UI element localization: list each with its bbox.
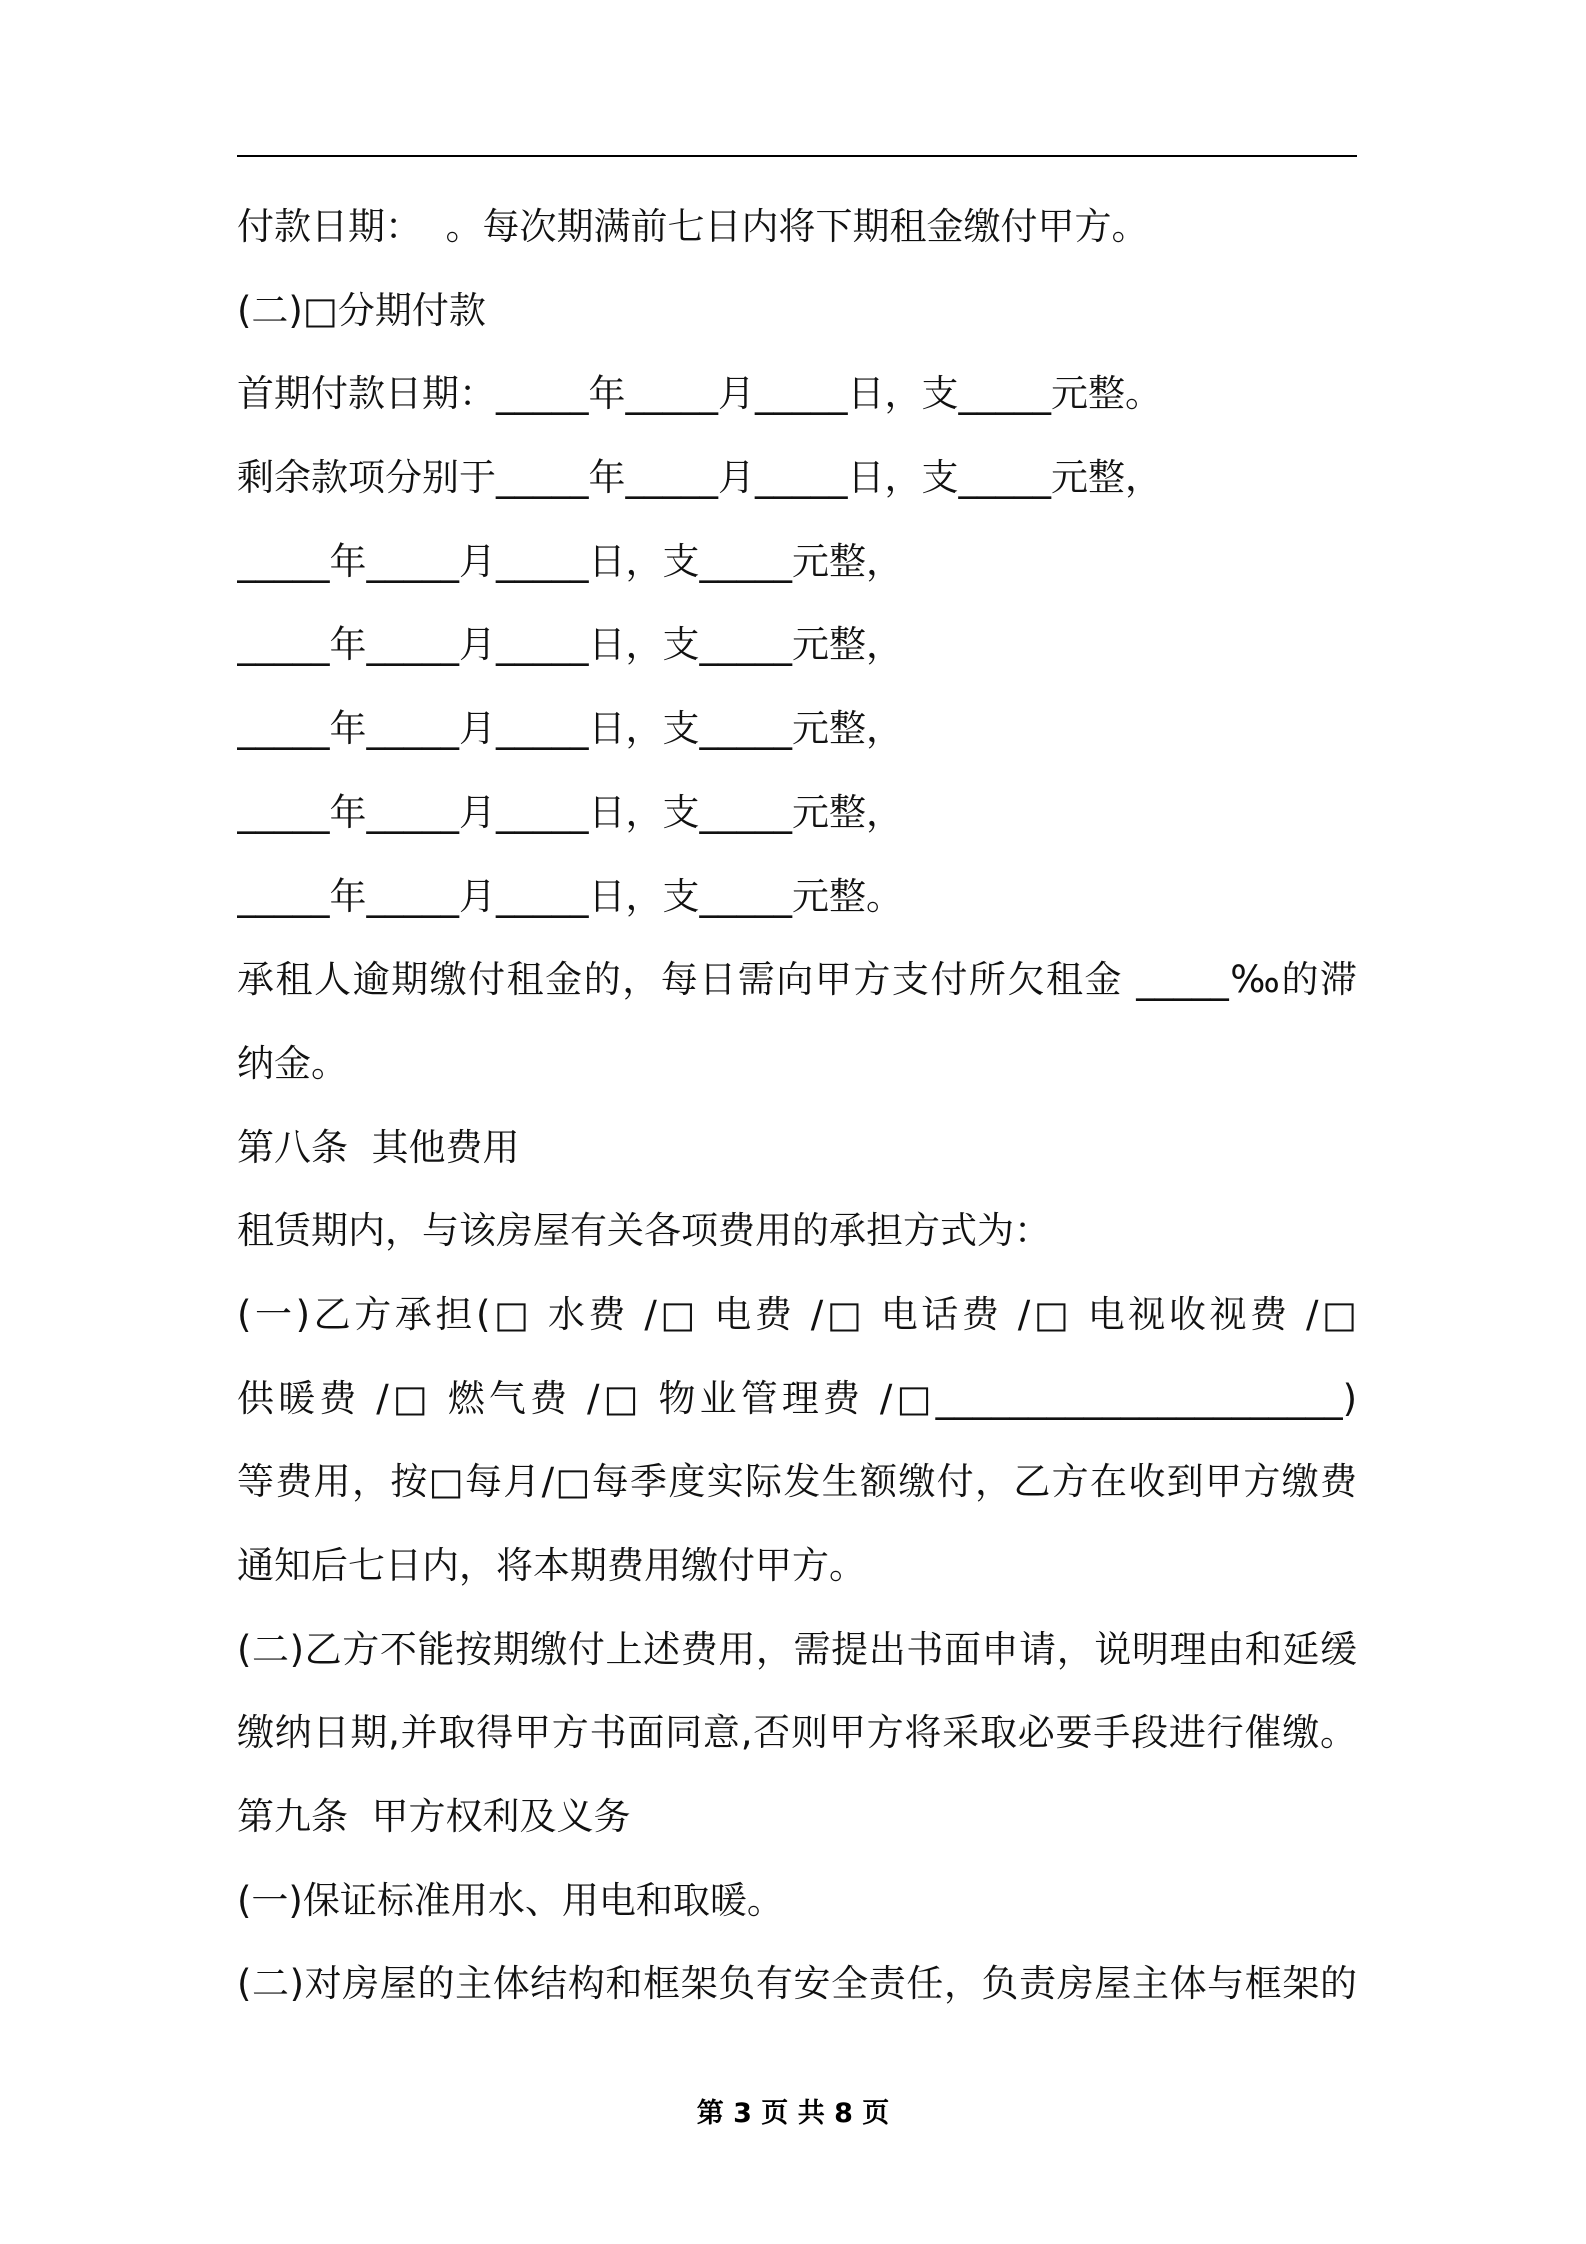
text-line: _____年_____月_____日，支_____元整，: [237, 623, 903, 667]
text-line: 通知后七日内，将本期费用缴付甲方。: [237, 1544, 866, 1587]
text-line: 付款日期： 。每次期满前七日内将下期租金缴付甲方。: [237, 205, 1149, 248]
text-line: _____年_____月_____日，支_____元整。: [237, 874, 903, 918]
text-line: _____年_____月_____日，支_____元整，: [237, 707, 903, 751]
text-line: 承租人逾期缴付租金的，每日需向甲方支付所欠租金 _____‰的滞: [237, 958, 1357, 1002]
text-line: 纳金。: [237, 1041, 348, 1085]
section-heading: 第九条 甲方权利及义务: [237, 1795, 631, 1839]
document-body: [237, 185, 1357, 2026]
text-line: 缴纳日期,并取得甲方书面同意,否则甲方将采取必要手段进行催缴。: [237, 1711, 1357, 1755]
text-line: 供暖费 /□ 燃气费 /□ 物业管理费 /□______________________): [237, 1376, 1357, 1420]
text-line: 剩余款项分别于_____年_____月_____日，支_____元整，: [237, 456, 1162, 500]
text-line: (二)乙方不能按期缴付上述费用，需提出书面申请，说明理由和延缓: [237, 1627, 1357, 1671]
text-line: 租赁期内，与该房屋有关各项费用的承担方式为：: [237, 1209, 1051, 1253]
text-line: (一)乙方承担(□ 水费 /□ 电费 /□ 电话费 /□ 电视收视费 /□: [237, 1292, 1357, 1336]
text-line: _____年_____月_____日，支_____元整，: [237, 539, 903, 583]
page-number-footer: 第 3 页 共 8 页: [696, 2098, 890, 2129]
header-rule: [237, 155, 1357, 157]
text-line: (二)对房屋的主体结构和框架负有安全责任，负责房屋主体与框架的: [237, 1962, 1357, 2006]
text-line: 等费用，按□每月/□每季度实际发生额缴付，乙方在收到甲方缴费: [237, 1460, 1357, 1504]
text-line: (一)保证标准用水、用电和取暖。: [237, 1878, 784, 1922]
text-line: (二)□分期付款: [237, 288, 486, 332]
text-line: 首期付款日期：_____年_____月_____日，支_____元整。: [237, 372, 1162, 416]
text-line: _____年_____月_____日，支_____元整，: [237, 790, 903, 834]
section-heading: 第八条 其他费用: [237, 1125, 520, 1169]
